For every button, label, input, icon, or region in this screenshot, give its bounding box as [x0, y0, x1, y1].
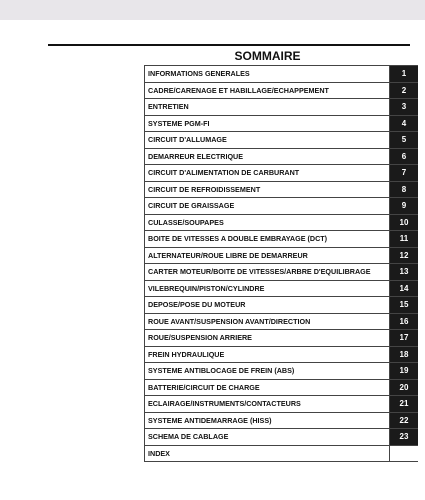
toc-row[interactable] [144, 215, 418, 232]
toc-row[interactable] [144, 165, 418, 182]
toc-row[interactable] [144, 347, 418, 364]
toc-label[interactable]: ROUE AVANT/SUSPENSION AVANT/DIRECTION [144, 314, 390, 330]
toc-number[interactable]: 16 [390, 314, 418, 330]
toc-row[interactable] [144, 182, 418, 199]
toc-number[interactable]: 3 [390, 99, 418, 115]
toc-row[interactable] [144, 314, 418, 331]
toc-number[interactable]: 18 [390, 347, 418, 363]
toc-number[interactable]: 15 [390, 297, 418, 313]
toc-row[interactable] [144, 264, 418, 281]
toc-label[interactable]: INFORMATIONS GENERALES [144, 66, 390, 82]
toc-row[interactable] [144, 66, 418, 83]
toc-label[interactable]: SYSTEME PGM-FI [144, 116, 390, 132]
toc-row[interactable] [144, 149, 418, 166]
toc-row[interactable] [144, 281, 418, 298]
toc-row[interactable] [144, 429, 418, 446]
toc-label[interactable]: DEPOSE/POSE DU MOTEUR [144, 297, 390, 313]
toc-label[interactable]: CARTER MOTEUR/BOITE DE VITESSES/ARBRE D'EQUILIBRAGE [144, 264, 390, 280]
toc-label[interactable]: CIRCUIT DE REFROIDISSEMENT [144, 182, 390, 198]
toc-row[interactable] [144, 198, 418, 215]
toc-number[interactable]: 9 [390, 198, 418, 214]
toc-row[interactable] [144, 99, 418, 116]
toc-label[interactable]: ROUE/SUSPENSION ARRIERE [144, 330, 390, 346]
toc-label[interactable]: ENTRETIEN [144, 99, 390, 115]
toc-number[interactable]: 21 [390, 396, 418, 412]
toc-number[interactable]: 5 [390, 132, 418, 148]
toc-row[interactable] [144, 297, 418, 314]
header-rule [48, 44, 410, 46]
toc-row[interactable] [144, 380, 418, 397]
page-title: SOMMAIRE [234, 49, 301, 63]
table-of-contents [144, 65, 418, 462]
toc-row[interactable] [144, 330, 418, 347]
toc-number[interactable]: 14 [390, 281, 418, 297]
toc-row[interactable] [144, 446, 418, 463]
toc-label[interactable]: DEMARREUR ELECTRIQUE [144, 149, 390, 165]
toc-number[interactable]: 23 [390, 429, 418, 445]
toc-label[interactable]: SCHEMA DE CABLAGE [144, 429, 390, 445]
toc-row[interactable] [144, 132, 418, 149]
toc-number[interactable]: 17 [390, 330, 418, 346]
toc-number[interactable]: 8 [390, 182, 418, 198]
toc-label[interactable]: BATTERIE/CIRCUIT DE CHARGE [144, 380, 390, 396]
toc-row[interactable] [144, 413, 418, 430]
toc-label[interactable]: ALTERNATEUR/ROUE LIBRE DE DEMARREUR [144, 248, 390, 264]
toc-label[interactable]: BOITE DE VITESSES A DOUBLE EMBRAYAGE (DCT) [144, 231, 390, 247]
toc-number[interactable]: 1 [390, 66, 418, 82]
toc-number[interactable]: 12 [390, 248, 418, 264]
toc-number[interactable] [390, 446, 418, 462]
toc-number[interactable]: 4 [390, 116, 418, 132]
toc-label[interactable]: VILEBREQUIN/PISTON/CYLINDRE [144, 281, 390, 297]
toc-label[interactable]: CADRE/CARENAGE ET HABILLAGE/ECHAPPEMENT [144, 83, 390, 99]
toc-label[interactable]: CIRCUIT DE GRAISSAGE [144, 198, 390, 214]
toc-label[interactable]: SYSTEME ANTIDEMARRAGE (HISS) [144, 413, 390, 429]
toc-number[interactable]: 10 [390, 215, 418, 231]
toc-label[interactable]: INDEX [144, 446, 390, 462]
toc-number[interactable]: 2 [390, 83, 418, 99]
toc-number[interactable]: 7 [390, 165, 418, 181]
toc-label[interactable]: FREIN HYDRAULIQUE [144, 347, 390, 363]
toc-row[interactable] [144, 231, 418, 248]
toc-row[interactable] [144, 116, 418, 133]
toc-number[interactable]: 22 [390, 413, 418, 429]
toc-row[interactable] [144, 396, 418, 413]
toc-label[interactable]: CULASSE/SOUPAPES [144, 215, 390, 231]
toc-row[interactable] [144, 363, 418, 380]
toc-number[interactable]: 20 [390, 380, 418, 396]
toc-row[interactable] [144, 248, 418, 265]
toc-label[interactable]: SYSTEME ANTIBLOCAGE DE FREIN (ABS) [144, 363, 390, 379]
toc-number[interactable]: 19 [390, 363, 418, 379]
toc-label[interactable]: CIRCUIT D'ALIMENTATION DE CARBURANT [144, 165, 390, 181]
toc-label[interactable]: CIRCUIT D'ALLUMAGE [144, 132, 390, 148]
toc-number[interactable]: 13 [390, 264, 418, 280]
toc-number[interactable]: 11 [390, 231, 418, 247]
top-bar [0, 0, 425, 20]
toc-label[interactable]: ECLAIRAGE/INSTRUMENTS/CONTACTEURS [144, 396, 390, 412]
toc-number[interactable]: 6 [390, 149, 418, 165]
toc-row[interactable] [144, 83, 418, 100]
